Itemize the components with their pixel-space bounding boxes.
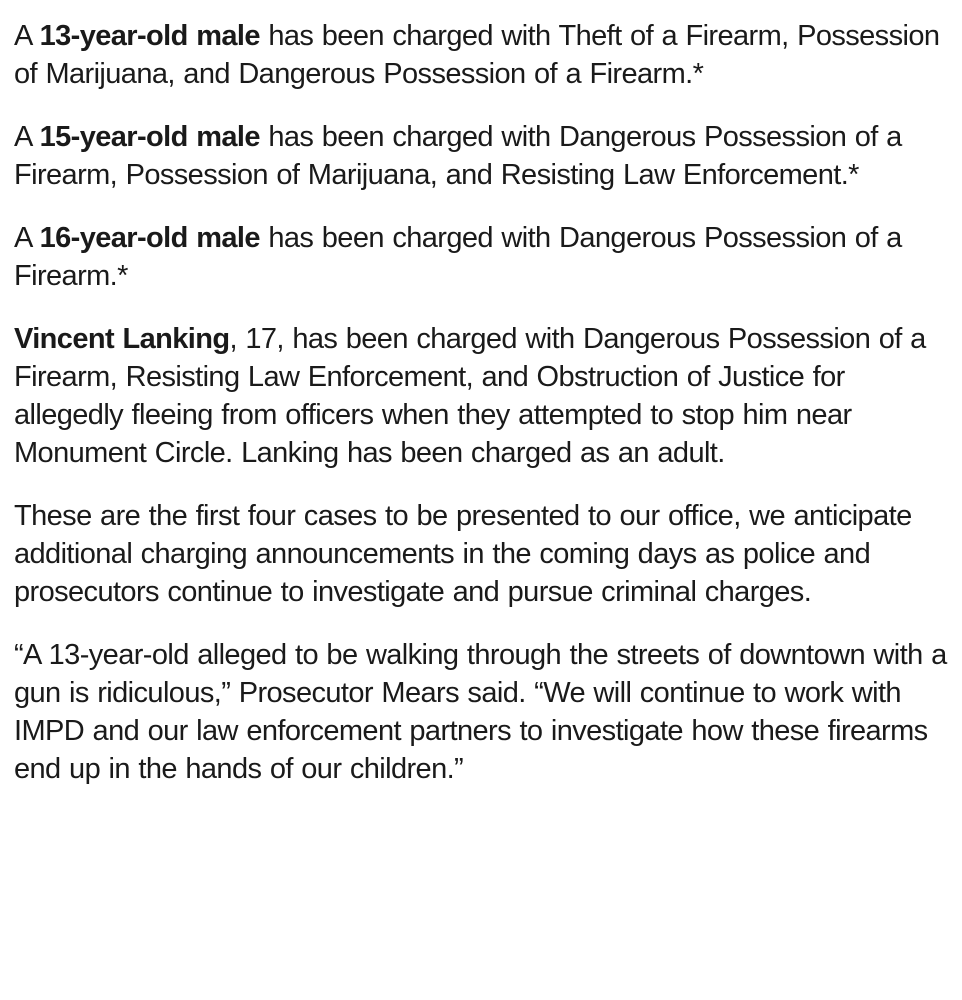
charge-paragraph-16-year-old	[14, 219, 952, 295]
prosecutor-quote-paragraph: “A 13-year-old alleged to be walking through the streets of downtown with a gun is ridiculous,” Prosecutor Mears said. “We will continue to work with IMPD and our law enforcement partners to investigate how these firearms end up in the hands of our children.”	[14, 639, 947, 785]
paragraph-prefix: A	[14, 20, 40, 52]
charge-paragraph-vincent-lanking	[14, 320, 952, 472]
defendant-label: 16-year-old male	[39, 222, 260, 254]
paragraph-prefix: A	[14, 222, 40, 254]
charge-text: has been charged with Theft of a Firearm, Possession of Marijuana, and Dangerous Possession of a Firearm.*	[14, 20, 940, 90]
charge-paragraph-15-year-old	[14, 118, 952, 194]
charge-paragraph-13-year-old	[14, 17, 952, 93]
charge-text: has been charged with Dangerous Possession of a Firearm, Possession of Marijuana, and Resisting Law Enforcement.*	[14, 121, 902, 191]
cases-summary-paragraph: These are the first four cases to be presented to our office, we anticipate additional charging announcements in the coming days as police and prosecutors continue to investigate and pursue criminal charges.	[14, 500, 912, 608]
charge-text: , 17, has been charged with Dangerous Possession of a Firearm, Resisting Law Enforcement, and Obstruction of Justice for allegedly fleeing from officers when they attempted to stop him near Monument Circle. Lanking has been charged as an adult.	[14, 323, 926, 469]
paragraph-prefix: A	[14, 121, 40, 153]
charge-text: has been charged with Dangerous Possession of a Firearm.*	[14, 222, 902, 292]
defendant-label: 15-year-old male	[39, 121, 260, 153]
defendant-label: 13-year-old male	[39, 20, 260, 52]
defendant-name: Vincent Lanking	[14, 323, 230, 355]
